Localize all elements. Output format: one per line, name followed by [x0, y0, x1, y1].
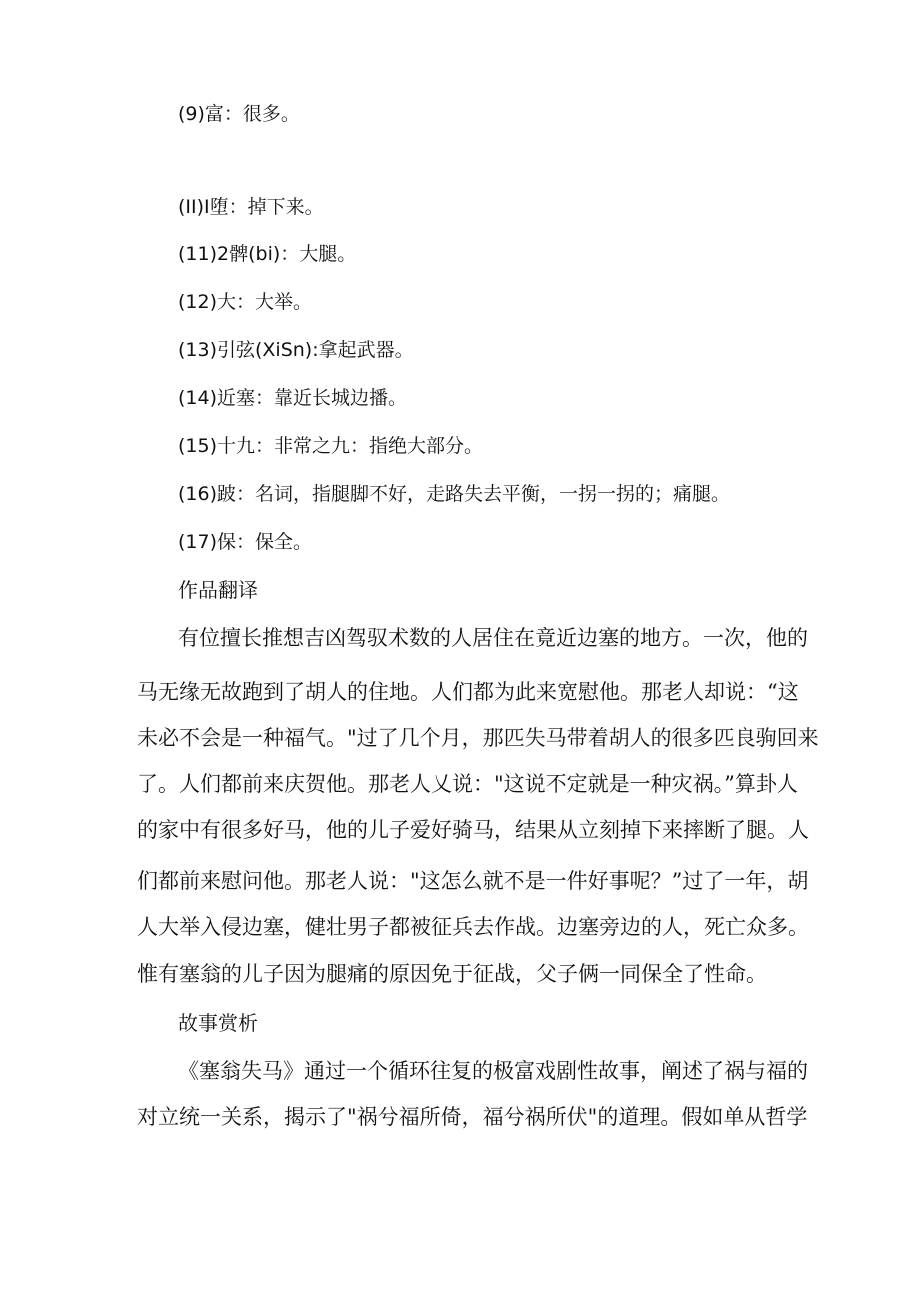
- note-15: (15)十九：非常之九：指绝大部分。: [178, 435, 484, 457]
- analysis-heading: 故事赏析: [178, 1011, 258, 1035]
- note-16: (16)跛：名词，指腿脚不好，走路失去平衡，一拐一拐的；痛腿。: [178, 483, 731, 505]
- note-17: (17)保：保全。: [178, 531, 313, 553]
- analysis-line: 《塞翁失马》通过一个循环往复的极富戏剧性故事，阐述了祸与福的: [178, 1059, 808, 1083]
- note-10: (II)I堕：掉下来。: [178, 196, 324, 218]
- translation-line: 未必不会是一种福气。"过了几个月，那匹失马带着胡人的很多匹良驹回来: [137, 726, 819, 750]
- translation-line: 的家中有很多好马，他的儿子爱好骑马，结果从立刻掉下来摔断了腿。人: [137, 818, 809, 842]
- translation-line: 惟有塞翁的儿子因为腿痛的原因免于征战，父子俩一同保全了性命。: [137, 962, 767, 986]
- analysis-line: 对立统一关系，揭示了"祸兮福所倚，福兮祸所伏"的道理。假如单从哲学: [137, 1105, 808, 1129]
- note-12: (12)大：大举。: [178, 291, 313, 313]
- translation-line: 有位擅长推想吉凶驾驭术数的人居住在竟近边塞的地方。一次，他的: [178, 626, 808, 650]
- note-13: (13)引弦(XiSn):拿起武器。: [178, 339, 414, 361]
- translation-heading: 作品翻译: [178, 578, 258, 602]
- note-14: (14)近塞：靠近长城边播。: [178, 387, 408, 409]
- translation-line: 们都前来慰问他。那老人说："这怎么就不是一件好事呢？”过了一年，胡: [137, 869, 809, 893]
- translation-line: 马无缘无故跑到了胡人的住地。人们都为此来宽慰他。那老人却说：“这: [137, 680, 799, 704]
- translation-line: 人大举入侵边塞，健壮男子都被征兵去作战。边塞旁边的人，死亡众多。: [137, 915, 809, 939]
- note-11: (11)2髀(bi)：大腿。: [178, 243, 357, 265]
- translation-line: 了。人们都前来庆贺他。那老人乂说："这说不定就是一种灾祸。”算卦人: [137, 772, 798, 796]
- note-9: (9)富：很多。: [178, 103, 300, 125]
